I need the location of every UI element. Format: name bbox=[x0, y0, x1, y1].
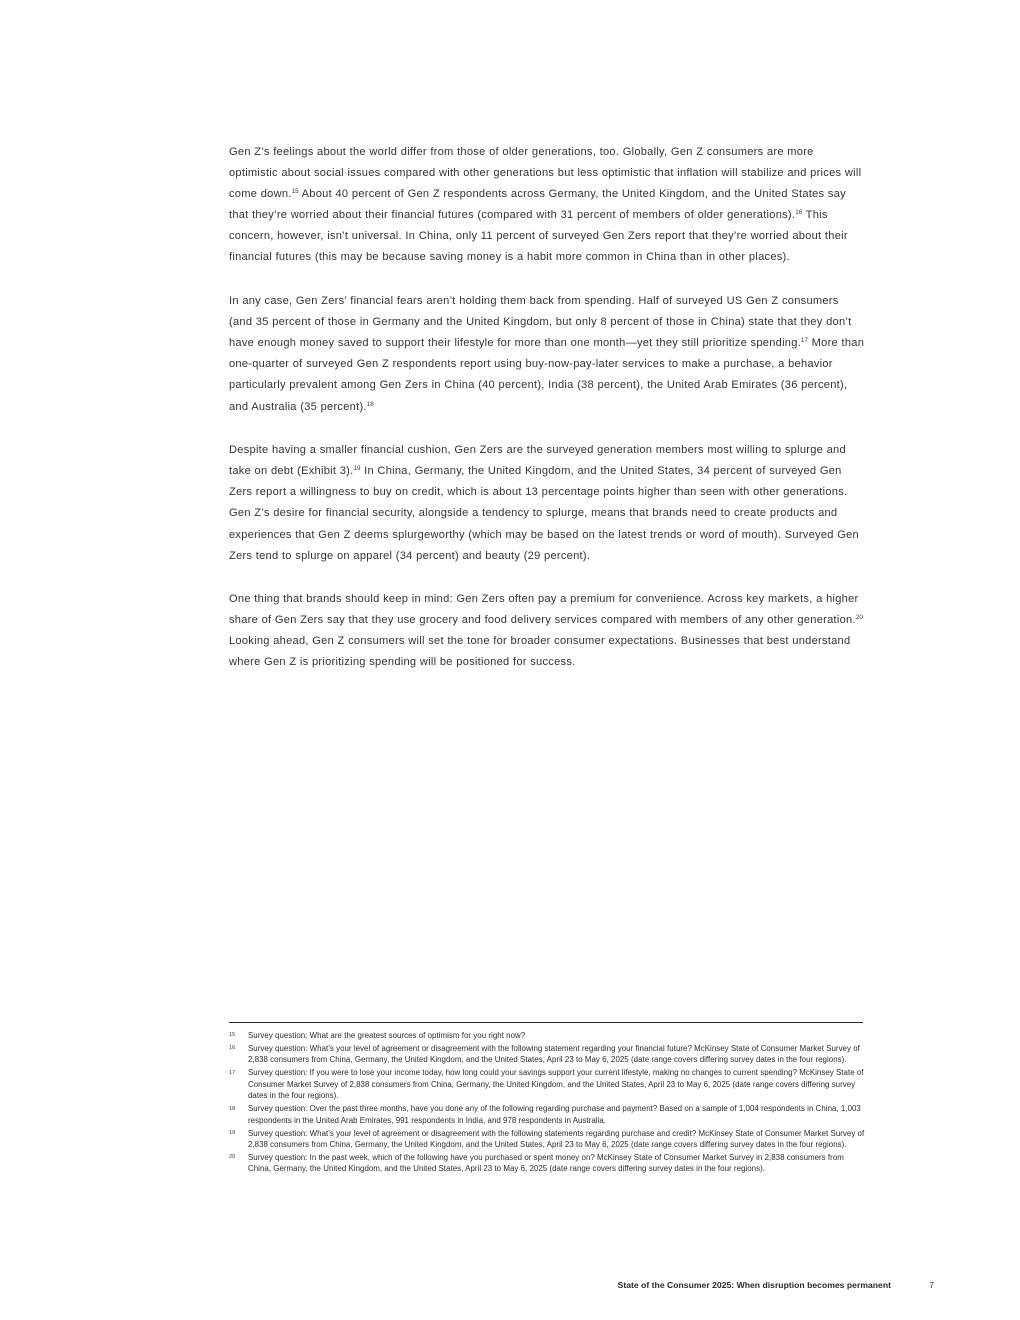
footnote-marker-17: 17 bbox=[229, 1069, 236, 1076]
footnote-text-15: Survey question: What are the greatest sources of optimism for you right now? bbox=[248, 1031, 526, 1040]
paragraph-premium-for-convenience: One thing that brands should keep in mind: Gen Zers often pay a premium for convenience. Across key markets, a higher share of Gen Zers say that they use grocery and food delivery services compared with members of any other generation.$^{20}$ Looking ahead, Gen Z consumers will set the tone for broader consumer expectations. Businesses that best understand where Gen Z is prioritizing spending will be positioned for success. bbox=[229, 593, 863, 669]
footnote-item-16 bbox=[229, 1043, 869, 1066]
footnote-reference-17[interactable]: 17 bbox=[801, 337, 809, 345]
footnote-marker-19: 19 bbox=[229, 1129, 236, 1136]
footnote-item-20 bbox=[229, 1152, 869, 1175]
footnote-marker-18: 18 bbox=[229, 1105, 236, 1112]
footnote-separator-rule bbox=[229, 1022, 863, 1023]
footnote-reference-20[interactable]: 20 bbox=[855, 614, 863, 622]
footnote-marker-16: 16 bbox=[229, 1045, 236, 1052]
footnote-item-18 bbox=[229, 1103, 869, 1126]
page-footer bbox=[229, 1280, 934, 1290]
footnote-text-16: Survey question: What’s your level of agreement or disagreement with the following statement regarding your financial future? McKinsey State of Consumer Market Survey of 2,838 consumers from China, Germany, the United Kingdom, and the United States, April 23 to May 6, 2025 (date range covers differing survey dates in the four regions). bbox=[248, 1044, 860, 1065]
footnote-item-15 bbox=[229, 1030, 869, 1041]
footnote-marker-20: 20 bbox=[229, 1154, 236, 1161]
paragraph-gen-z-feelings: Gen Z’s feelings about the world differ from those of older generations, too. Globally, Gen Z consumers are more optimistic about social issues compared with other generations but less optimistic that inflation will stabilize and prices will come down.$^{15}$ About 40 percent of Gen Z respondents across Germany, the United Kingdom, and the United States say that they’re worried about their financial futures (compared with 31 percent of members of older generations).$^{16}$ This concern, however, isn’t universal. In China, only 11 percent of surveyed Gen Zers report that they’re worried about their financial futures (this may be because saving money is a habit more common in China than in other places). bbox=[229, 146, 862, 264]
footnote-text-20: Survey question: In the past week, which of the following have you purchased or spent money on? McKinsey State of Consumer Market Survey in 2,838 consumers from China, Germany, the United Kingdom, and the United States, April 23 to May 6, 2025 (date range covers differing survey dates in the four regions). bbox=[248, 1153, 844, 1174]
paragraph-splurge-and-debt: Despite having a smaller financial cushion, Gen Zers are the surveyed generation members most willing to splurge and take on debt (Exhibit 3).$^{19}$ In China, Germany, the United Kingdom, and the United States, 34 percent of surveyed Gen Zers report a willingness to buy on credit, which is about 13 percentage points higher than seen with other generations. Gen Z’s desire for financial security, alongside a tendency to splurge, means that brands need to create products and experiences that Gen Z deems splurgeworthy (which may be based on the latest trends or word of mouth). Surveyed Gen Zers tend to splurge on apparel (34 percent) and beauty (29 percent). bbox=[229, 444, 859, 562]
body-text-column bbox=[229, 142, 865, 674]
footnote-reference-19[interactable]: 19 bbox=[353, 465, 361, 473]
footnote-marker-15: 15 bbox=[229, 1032, 236, 1039]
footer-page-number: 7 bbox=[929, 1280, 934, 1290]
footer-publication-title: State of the Consumer 2025: When disruption becomes permanent bbox=[617, 1280, 891, 1290]
footnote-text-17: Survey question: If you were to lose your income today, how long could your savings support your current lifestyle, making no changes to current spending? McKinsey State of Consumer Market Survey of 2,838 consumers from China, Germany, the United Kingdom, and the United States, April 23 to May 6, 2025 (date range covers differing survey dates in the four regions). bbox=[248, 1068, 864, 1101]
footnote-item-19 bbox=[229, 1128, 869, 1151]
footnote-text-19: Survey question: What’s your level of agreement or disagreement with the following statements regarding purchase and credit? McKinsey State of Consumer Market Survey of 2,838 consumers from China, Germany, the United Kingdom, and the United States, April 23 to May 6, 2025 (date range covers differing survey dates in the four regions). bbox=[248, 1128, 865, 1150]
footnote-list bbox=[229, 1030, 869, 1176]
footnote-reference-18[interactable]: 18 bbox=[366, 400, 374, 408]
footnote-item-17 bbox=[229, 1067, 869, 1101]
footnote-reference-15[interactable]: 15 bbox=[291, 188, 299, 195]
footnote-reference-16[interactable]: 16 bbox=[795, 209, 803, 217]
paragraph-financial-fears: In any case, Gen Zers’ financial fears aren’t holding them back from spending. Half of surveyed US Gen Z consumers (and 35 percent of those in Germany and the United Kingdom, but only 8 percent of those in China) state that they don’t have enough money saved to support their lifestyle for more than one month—yet they still prioritize spending.$^{17}$ More than one-quarter of surveyed Gen Z respondents report using buy-now-pay-later services to make a purchase, a behavior particularly prevalent among Gen Zers in China (40 percent), India (38 percent), the United Arab Emirates (36 percent), and Australia (35 percent).$^{18}$ bbox=[229, 295, 865, 413]
footnote-text-18: Survey question: Over the past three months, have you done any of the following regarding purchase and payment? Based on a sample of 1,004 respondents in China, 1,003 respondents in the United Arab Emirates, 991 respondents in India, and 978 respondents in Australia. bbox=[248, 1104, 861, 1125]
